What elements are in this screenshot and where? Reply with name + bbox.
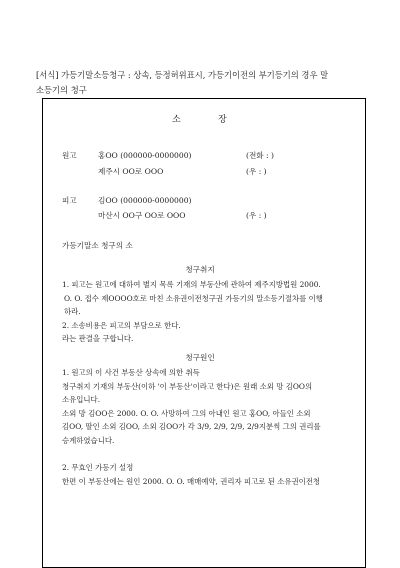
- claim-cause-line: 2. 무효인 가등기 설정: [62, 463, 134, 473]
- case-name: 가등기말소 청구의 소: [62, 241, 133, 250]
- claim-cause-line: 김OO, 딸인 소외 김OO, 소외 김OO가 각 3/9, 2/9, 2/9, 2/9지분씩 그의 권리를: [62, 422, 321, 432]
- claim-cause-line: 청구취지 기재의 부동산(이하 '이 부동산'이라고 한다)은 원래 소외 망 김OO의: [62, 381, 313, 391]
- defendant-address: 마산시 OO구 OO로 OOO: [98, 211, 186, 220]
- claim-cause-line: 승계하였습니다.: [62, 435, 115, 445]
- plaintiff-label: 원고: [62, 151, 77, 160]
- caption-line-1: [서식] 가등기말소등청구 : 상속, 등정허위표시, 가등기이전의 부기등기의 경우 말: [36, 70, 329, 80]
- plaintiff-phone: (전화 : ): [246, 151, 274, 160]
- claim-cause-line: 소외 망 김OO은 2000. O. O. 사망하여 그의 아내인 원고 홍OO, 아들인 소외: [62, 408, 311, 418]
- plaintiff-address: 제주시 OO로 OOO: [98, 167, 164, 176]
- claim-purpose-line: 1. 피고는 원고에 대하여 별지 목록 기재의 부동산에 관하여 제주지방법원 2000.: [62, 280, 321, 289]
- claim-purpose-line: O. O. 접수 제OOOO호로 마친 소유권이전청구권 가등기의 말소등기절차를 이행: [64, 293, 323, 303]
- claim-purpose-line: 라는 판결을 구합니다.: [62, 334, 134, 344]
- claim-cause-line: 한편 이 부동산에는 원인 2000. O. O. 매매예약, 권리자 피고로 된 소유권이전청: [62, 476, 321, 486]
- document-caption: [36, 68, 376, 98]
- claim-cause-heading: 청구원인: [185, 353, 215, 362]
- claim-purpose-body: [62, 278, 323, 346]
- plaintiff-name: 홍OO (000000-0000000): [98, 151, 192, 160]
- defendant-zip: (우 : ): [246, 211, 267, 220]
- claim-cause-line: [62, 448, 321, 462]
- claim-purpose-line: 2. 소송비용은 피고의 부담으로 한다.: [62, 320, 181, 330]
- defendant-label: 피고: [62, 196, 77, 205]
- title-char-2: 장: [218, 115, 229, 125]
- plaintiff-zip: (우 : ): [246, 167, 267, 176]
- claim-purpose-line: 하라.: [64, 307, 81, 317]
- claim-purpose-heading: 청구취지: [185, 265, 215, 274]
- defendant-name: 김OO (000000-0000000): [98, 196, 192, 205]
- caption-line-2: 소등기의 청구: [36, 85, 87, 95]
- claim-cause-line: 소유입니다.: [62, 395, 101, 405]
- title-char-1: 소: [172, 115, 183, 125]
- claim-cause-body: [62, 366, 321, 488]
- claim-cause-line: 1. 원고의 이 사건 부동산 상속에 의한 취득: [62, 368, 200, 377]
